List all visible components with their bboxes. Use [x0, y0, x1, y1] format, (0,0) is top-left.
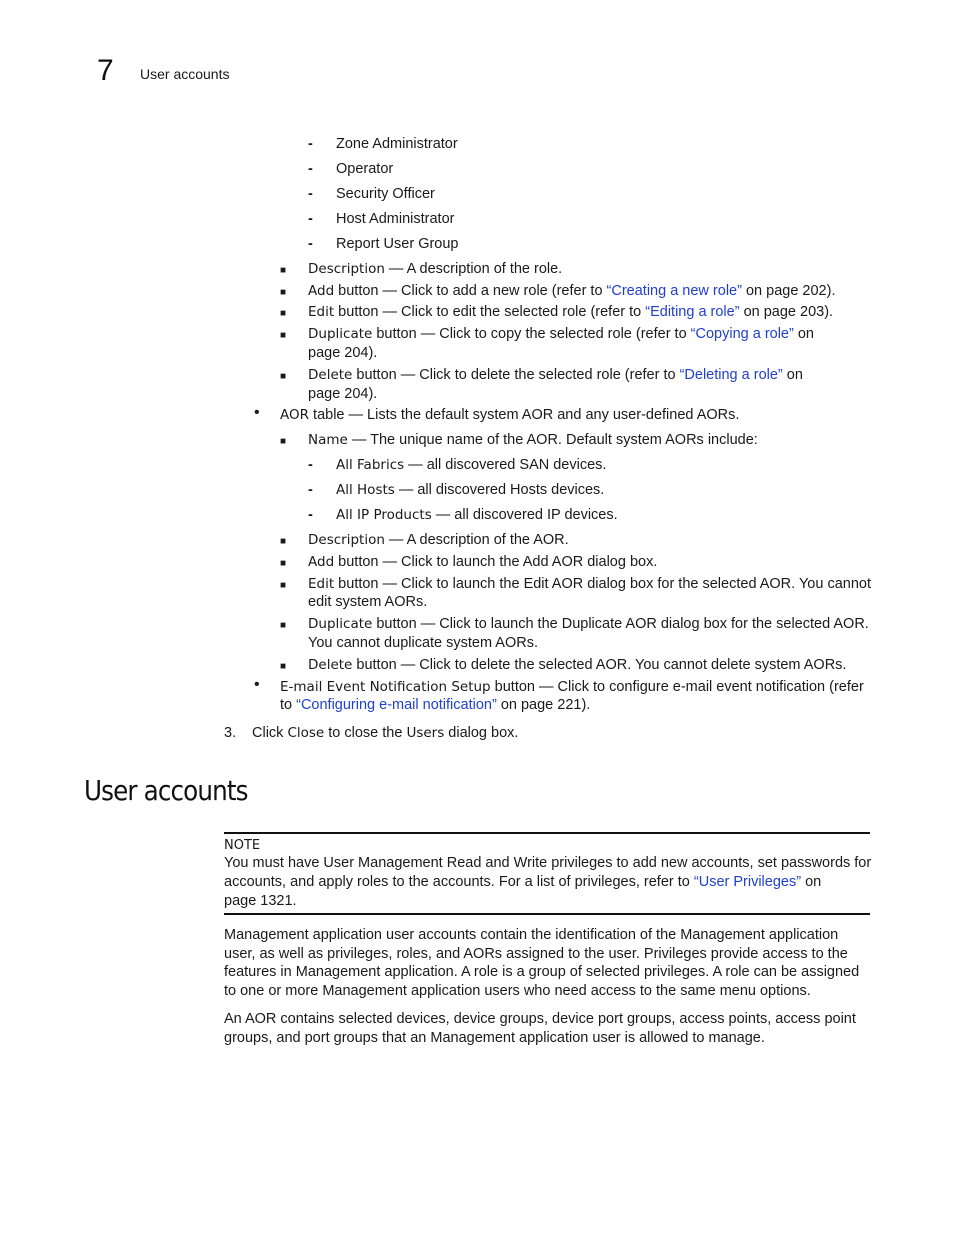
list-item: Description — A description of the AOR. [308, 532, 569, 548]
role-name: Zone Administrator [336, 136, 458, 152]
list-item: Add button — Click to add a new role (refer to “Creating a new role” on page 202). [308, 283, 836, 299]
list-item: Duplicate button — Click to launch the Duplicate AOR dialog box for the selected AOR. [308, 616, 869, 632]
note-text: page 1321. [224, 893, 297, 909]
note-bottom-rule [224, 913, 870, 915]
list-item: All Fabrics — all discovered SAN devices. [336, 457, 607, 473]
note-top-rule [224, 832, 870, 834]
step-number: 3. [224, 725, 237, 741]
list-item: - [308, 211, 313, 227]
list-item: E-mail Event Notification Setup button — Click to configure e-mail event notification (refer [280, 679, 864, 695]
paragraph-line: An AOR contains selected devices, device groups, device port groups, access points, access point [224, 1011, 856, 1027]
list-item-continuation: edit system AORs. [308, 594, 428, 610]
list-item: - [308, 186, 313, 202]
round-bullet-icon: • [254, 676, 260, 693]
list-item: All IP Products — all discovered IP devices. [336, 507, 618, 523]
chapter-number: 7 [97, 54, 114, 87]
section-title: User accounts [84, 774, 248, 807]
user-privileges-link[interactable]: “User Privileges” [693, 874, 802, 890]
list-item: - [308, 136, 313, 152]
list-item: Description — A description of the role. [308, 261, 563, 277]
list-item: AOR table — Lists the default system AOR and any user-defined AORs. [280, 407, 740, 423]
list-item-continuation: to “Configuring e-mail notification” on page 221). [280, 697, 591, 713]
square-bullet-icon: ■ [280, 436, 287, 447]
list-item-continuation: You cannot duplicate system AORs. [308, 635, 538, 651]
paragraph-line: groups, and port groups that an Management application user is allowed to manage. [224, 1030, 765, 1046]
list-item: Edit button — Click to launch the Edit AOR dialog box for the selected AOR. You cannot [308, 576, 871, 592]
list-item: - [308, 161, 313, 177]
square-bullet-icon: ■ [280, 536, 287, 547]
list-item-continuation: page 204). [308, 386, 378, 402]
square-bullet-icon: ■ [280, 620, 287, 631]
role-name: Report User Group [336, 236, 459, 252]
step-text: Click Close to close the Users dialog box. [252, 725, 519, 741]
round-bullet-icon: • [254, 404, 260, 421]
square-bullet-icon: ■ [280, 287, 287, 298]
list-item: Delete button — Click to delete the selected AOR. You cannot delete system AORs. [308, 657, 847, 673]
paragraph-line: user, as well as privileges, roles, and AORs assigned to the user. Privileges provide access to the [224, 946, 848, 962]
list-item: Add button — Click to launch the Add AOR dialog box. [308, 554, 658, 570]
list-item: - [308, 457, 313, 473]
paragraph-line: to one or more Management application users who need access to the same menu options. [224, 983, 811, 999]
note-text: You must have User Management Read and Write privileges to add new accounts, set passwords for [224, 855, 872, 871]
role-name: Host Administrator [336, 211, 455, 227]
square-bullet-icon: ■ [280, 265, 287, 276]
list-item: - [308, 507, 313, 523]
list-item: - [308, 236, 313, 252]
list-item-continuation: page 204). [308, 345, 378, 361]
square-bullet-icon: ■ [280, 371, 287, 382]
paragraph-line: Management application user accounts contain the identification of the Management application [224, 927, 839, 943]
square-bullet-icon: ■ [280, 308, 287, 319]
role-name: Operator [336, 161, 394, 177]
deleting-role-link[interactable]: “Deleting a role” [679, 367, 783, 383]
editing-role-link[interactable]: “Editing a role” [645, 304, 740, 320]
list-item: Delete button — Click to delete the selected role (refer to “Deleting a role” on [308, 367, 803, 383]
configuring-email-link[interactable]: “Configuring e-mail notification” [296, 697, 497, 713]
running-header: User accounts [140, 66, 230, 82]
role-name: Security Officer [336, 186, 435, 202]
note-text: accounts, and apply roles to the accounts. For a list of privileges, refer to “User Privileges” on [224, 874, 822, 890]
list-item: - [308, 482, 313, 498]
copying-role-link[interactable]: “Copying a role” [690, 326, 794, 342]
square-bullet-icon: ■ [280, 661, 287, 672]
paragraph-line: features in Management application. A role is a group of selected privileges. A role can be assigned [224, 964, 860, 980]
square-bullet-icon: ■ [280, 330, 287, 341]
square-bullet-icon: ■ [280, 558, 287, 569]
note-label: NOTE [224, 838, 261, 853]
list-item: Duplicate button — Click to copy the selected role (refer to “Copying a role” on [308, 326, 815, 342]
square-bullet-icon: ■ [280, 580, 287, 591]
list-item: All Hosts — all discovered Hosts devices. [336, 482, 605, 498]
list-item: Edit button — Click to edit the selected role (refer to “Editing a role” on page 203). [308, 304, 834, 320]
creating-role-link[interactable]: “Creating a new role” [606, 283, 742, 299]
list-item: Name — The unique name of the AOR. Default system AORs include: [308, 432, 758, 448]
